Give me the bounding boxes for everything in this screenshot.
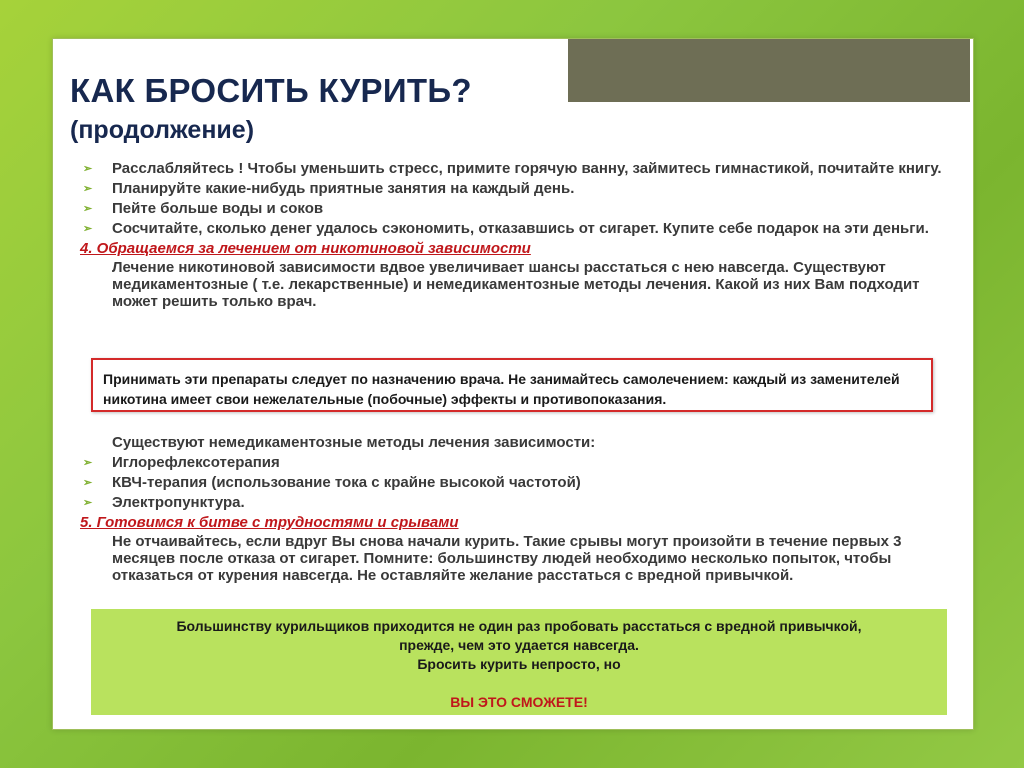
arrow-bullet-icon: ➢	[83, 457, 93, 469]
content-upper	[80, 160, 960, 313]
arrow-bullet-icon: ➢	[83, 203, 93, 215]
slide-title: КАК БРОСИТЬ КУРИТЬ?	[70, 72, 472, 109]
slide-number: 31	[532, 38, 549, 55]
methods-intro: Существуют немедикаментозные методы лечения зависимости:	[112, 434, 596, 451]
tip-item	[80, 220, 960, 237]
warning-box	[91, 358, 933, 412]
slide-subtitle: (продолжение)	[70, 116, 255, 144]
tip-item	[80, 200, 960, 217]
tip-item	[80, 160, 960, 177]
section-4-heading: 4. Обращаемся за лечением от никотиновой зависимости	[80, 240, 531, 257]
slide-number-box	[565, 39, 973, 105]
tip-text: Сосчитайте, сколько денег удалось сэкономить, отказавшись от сигарет. Купите себе подарок на эти деньги.	[112, 220, 929, 237]
arrow-bullet-icon: ➢	[83, 497, 93, 509]
conclusion-box	[91, 609, 947, 715]
method-text: Электропунктура.	[112, 494, 245, 511]
tip-text: Планируйте какие-нибудь приятные занятия на каждый день.	[112, 180, 575, 197]
arrow-bullet-icon: ➢	[83, 223, 93, 235]
tip-text: Пейте больше воды и соков	[112, 200, 324, 217]
method-item	[80, 454, 960, 471]
arrow-bullet-icon: ➢	[83, 163, 93, 175]
method-text: Иглорефлексотерапия	[112, 454, 280, 471]
section-4-text: Лечение никотиновой зависимости вдвое увеличивает шансы расстаться с нею навсегда. Существуют медикаментозные ( т.е. лекарственные) и немедикаментозные методы лечения. Какой из них Вам подходит может решить только врач.	[112, 259, 920, 310]
tip-text: Расслабляйтесь ! Чтобы уменьшить стресс, примите горячую ванну, займитесь гимнастикой, почитайте книгу.	[112, 160, 942, 177]
conclusion-line-3: ВЫ ЭТО СМОЖЕТЕ!	[450, 694, 588, 710]
warning-text: Принимать эти препараты следует по назначению врача. Не занимайтесь самолечением: каждый из заменителей никотина имеет свои нежелательные (побочные) эффекты и противопоказания.	[103, 371, 900, 407]
content-lower	[80, 434, 960, 587]
method-text: КВЧ-терапия (использование тока с крайне высокой частотой)	[112, 474, 581, 491]
method-item	[80, 474, 960, 491]
conclusion-line-1: Большинству курильщиков приходится не один раз пробовать расстаться с вредной привычкой, прежде, чем это удается навсегда.	[176, 618, 862, 653]
section-5-text: Не отчаивайтесь, если вдруг Вы снова начали курить. Такие срывы могут произойти в течение первых 3 месяцев после отказа от сигарет. Помните: большинству людей необходимо несколько попыток, чтобы отказаться от курения навсегда. Не оставляйте желание расстаться с вредной привычкой.	[112, 533, 902, 584]
method-item	[80, 494, 960, 511]
section-5-heading: 5. Готовимся к битве с трудностями и срывами	[80, 514, 459, 531]
conclusion-line-2: Бросить курить непросто, но	[417, 656, 621, 672]
arrow-bullet-icon: ➢	[83, 477, 93, 489]
arrow-bullet-icon: ➢	[83, 183, 93, 195]
tip-item	[80, 180, 960, 197]
